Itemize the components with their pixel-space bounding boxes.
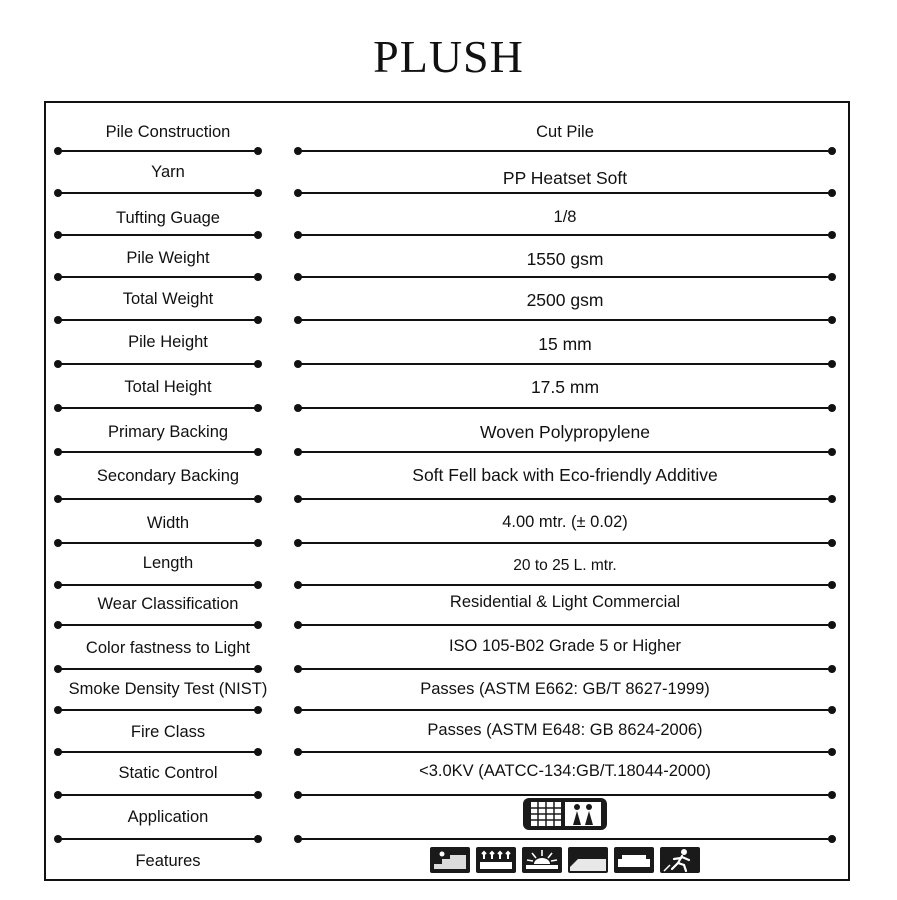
label-divider	[58, 234, 258, 236]
row-label: Yarn	[151, 163, 185, 181]
value-divider	[298, 584, 832, 586]
label-divider	[58, 276, 258, 278]
label-divider	[58, 498, 258, 500]
label-divider	[58, 709, 258, 711]
row-value: Woven Polypropylene	[480, 422, 650, 442]
value-divider	[298, 751, 832, 753]
row-value: ISO 105-B02 Grade 5 or Higher	[448, 637, 682, 655]
row-label: Pile Construction	[105, 123, 231, 141]
value-divider	[298, 363, 832, 365]
running-person-icon	[660, 847, 700, 873]
row-value: 17.5 mm	[530, 377, 600, 397]
spec-row-yarn	[46, 157, 848, 200]
label-divider	[58, 192, 258, 194]
spec-row-smoke-density	[46, 675, 848, 718]
sun-fastness-icon	[522, 847, 562, 873]
value-divider	[298, 192, 832, 194]
row-value: 1550 gsm	[526, 249, 604, 269]
value-divider	[298, 794, 832, 796]
spec-row-wear-classification	[46, 591, 848, 634]
sofa-icon	[614, 847, 654, 873]
row-label: Smoke Density Test (NIST)	[68, 680, 268, 698]
spec-row-length	[46, 549, 848, 592]
row-value: PP Heatset Soft	[502, 168, 628, 188]
page-title: PLUSH	[373, 31, 524, 82]
spec-row-fire-class	[46, 716, 848, 759]
value-divider	[298, 668, 832, 670]
spec-row-static-control	[46, 758, 848, 801]
stairs-icon	[430, 847, 470, 873]
value-divider	[298, 838, 832, 840]
spec-row-pile-construction	[46, 115, 848, 158]
spec-row-pile-weight	[46, 241, 848, 284]
spec-row-application	[46, 801, 848, 844]
row-value: <3.0KV (AATCC-134:GB/T.18044-2000)	[419, 762, 711, 780]
value-divider	[298, 498, 832, 500]
row-value: Soft Fell back with Eco-friendly Additive	[412, 465, 718, 485]
value-divider	[298, 234, 832, 236]
row-value: 1/8	[553, 208, 577, 226]
label-divider	[58, 751, 258, 753]
row-label: Secondary Backing	[96, 467, 240, 485]
row-value: Cut Pile	[536, 123, 594, 141]
row-label: Application	[127, 808, 209, 826]
value-divider	[298, 276, 832, 278]
label-divider	[58, 319, 258, 321]
label-divider	[58, 407, 258, 409]
spec-row-width	[46, 505, 848, 548]
value-divider	[298, 407, 832, 409]
feature-icons	[296, 847, 834, 873]
value-divider	[298, 150, 832, 152]
row-label: Primary Backing	[107, 423, 229, 441]
value-divider	[298, 319, 832, 321]
label-divider	[58, 668, 258, 670]
row-label: Pile Weight	[126, 249, 210, 267]
label-divider	[58, 838, 258, 840]
label-divider	[58, 150, 258, 152]
label-divider	[58, 794, 258, 796]
row-label: Wear Classification	[97, 595, 239, 613]
label-divider	[58, 451, 258, 453]
label-divider	[58, 542, 258, 544]
spec-row-features	[46, 845, 848, 888]
spec-row-color-fastness	[46, 631, 848, 674]
spec-row-total-weight	[46, 283, 848, 326]
row-label: Pile Height	[128, 333, 208, 351]
value-divider	[298, 542, 832, 544]
spec-row-pile-height	[46, 326, 848, 369]
row-value: 20 to 25 L. mtr.	[513, 557, 617, 574]
spec-row-tufting-guage	[46, 199, 848, 242]
row-label: Fire Class	[130, 723, 206, 741]
row-value: 4.00 mtr. (± 0.02)	[502, 513, 628, 531]
spec-row-secondary-backing	[46, 458, 848, 501]
underfloor-heating-icon	[476, 847, 516, 873]
label-divider	[58, 363, 258, 365]
row-value: Passes (ASTM E648: GB 8624-2006)	[427, 721, 703, 739]
spec-row-primary-backing	[46, 414, 848, 457]
row-label: Features	[135, 852, 201, 870]
spec-row-total-height	[46, 370, 848, 413]
floor-icon	[568, 847, 608, 873]
row-label: Tufting Guage	[116, 209, 220, 227]
spec-rows	[46, 103, 848, 879]
row-label: Color fastness to Light	[85, 639, 251, 657]
application-icons	[296, 804, 834, 836]
row-label: Total Height	[124, 378, 212, 396]
spec-table	[44, 101, 850, 881]
label-divider	[58, 624, 258, 626]
row-label: Width	[146, 514, 190, 532]
row-label: Static Control	[118, 764, 218, 782]
value-divider	[298, 709, 832, 711]
row-value: 15 mm	[538, 334, 592, 354]
value-divider	[298, 624, 832, 626]
row-value: Passes (ASTM E662: GB/T 8627-1999)	[420, 680, 710, 698]
row-label: Length	[142, 554, 194, 572]
row-label: Total Weight	[122, 290, 214, 308]
label-divider	[58, 584, 258, 586]
row-value: Residential & Light Commercial	[449, 593, 681, 611]
office-and-people-icon	[523, 798, 607, 830]
value-divider	[298, 451, 832, 453]
row-value: 2500 gsm	[526, 290, 604, 310]
